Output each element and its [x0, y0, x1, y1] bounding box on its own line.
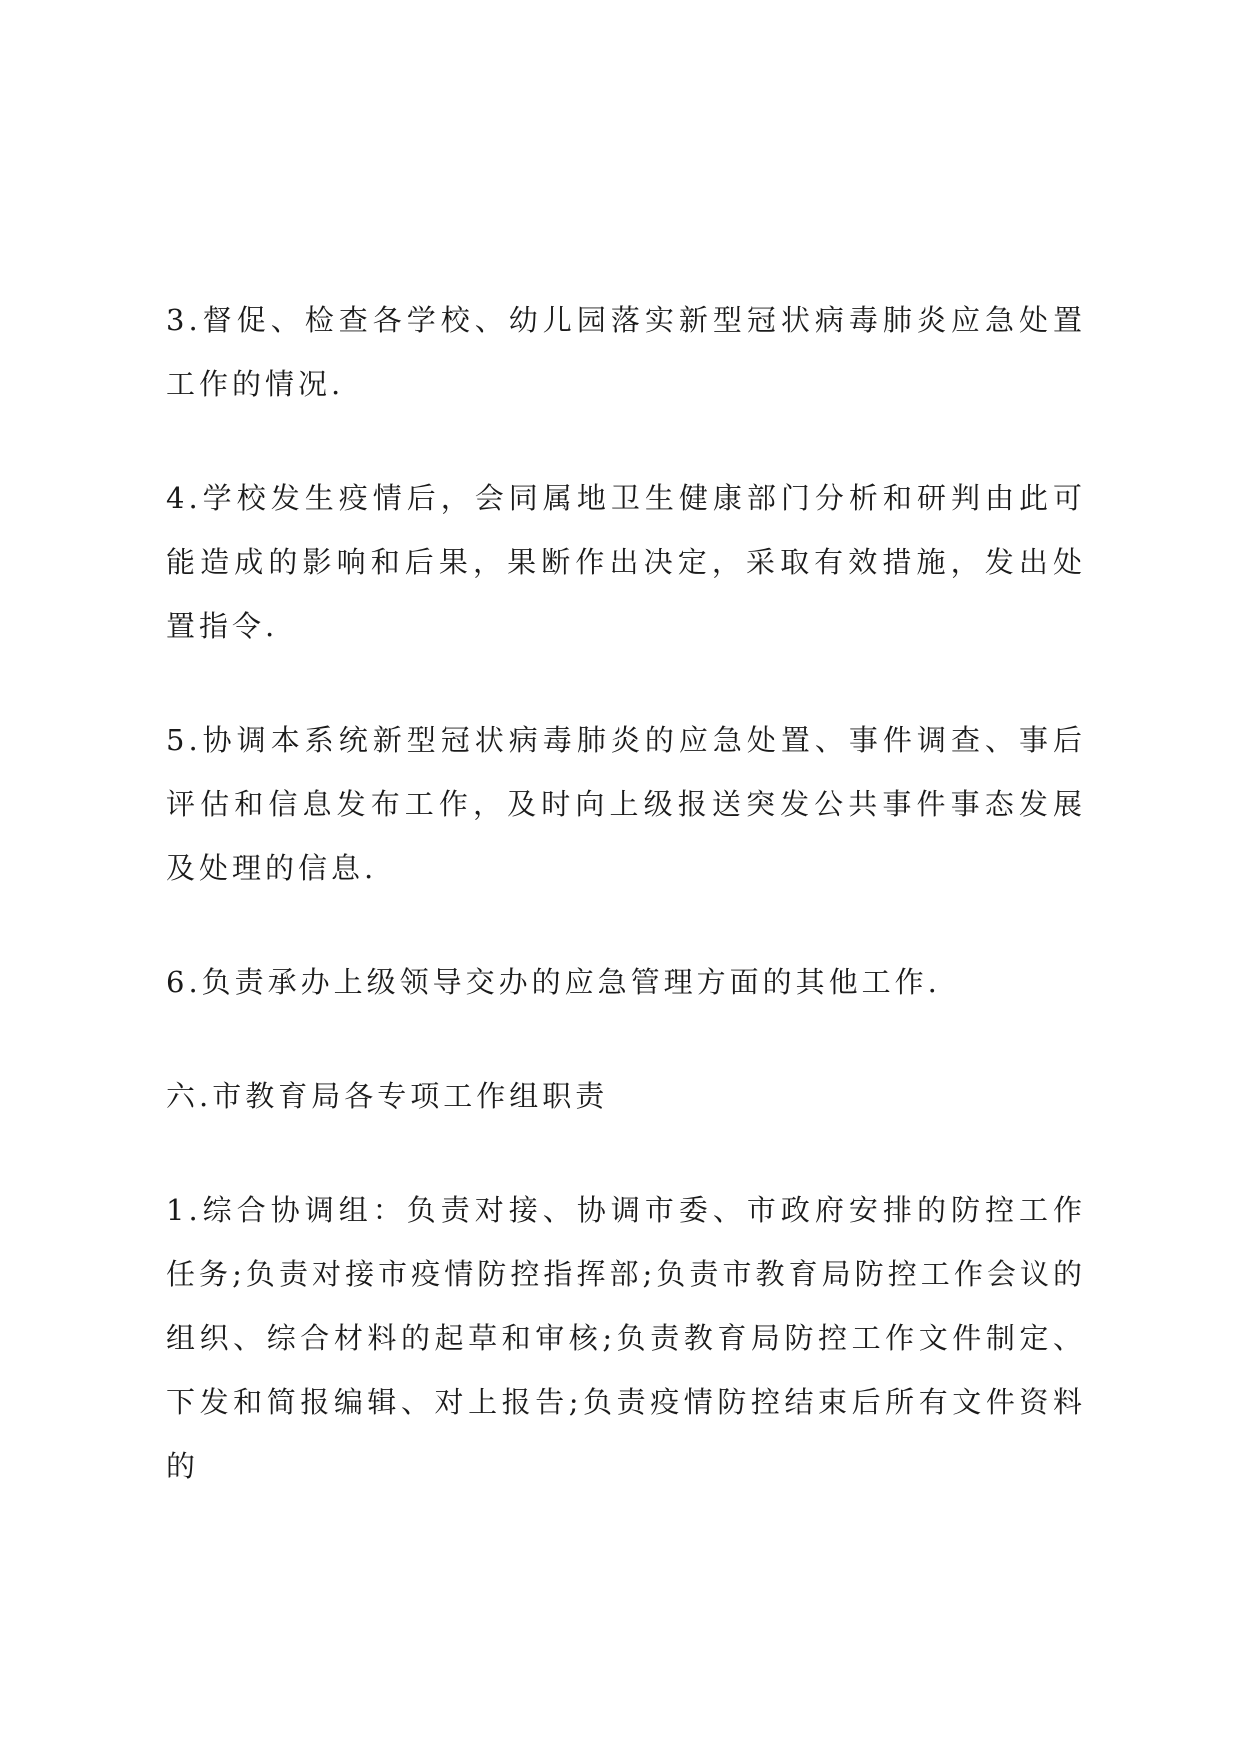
- paragraph-spacer: [166, 1014, 1086, 1064]
- paragraph-item-6: 6.负责承办上级领导交办的应急管理方面的其他工作.: [166, 965, 941, 999]
- paragraph-spacer: [166, 1128, 1086, 1178]
- paragraph-spacer: [166, 900, 1086, 950]
- paragraph-item-4: 4.学校发生疫情后，会同属地卫生健康部门分析和研判由此可能造成的影响和后果，果断作出决定，采取有效措施，发出处置指令.: [166, 481, 1086, 643]
- paragraph-item-5: 5.协调本系统新型冠状病毒肺炎的应急处置、事件调查、事后评估和信息发布工作，及时向上级报送突发公共事件事态发展及处理的信息.: [166, 723, 1086, 885]
- paragraph-spacer: [166, 416, 1086, 466]
- paragraph-item-3: 3.督促、检查各学校、幼儿园落实新型冠状病毒肺炎应急处置工作的情况.: [166, 303, 1086, 401]
- section-heading-six: 六.市教育局各专项工作组职责: [166, 1079, 609, 1113]
- paragraph-spacer: [166, 658, 1086, 708]
- paragraph-coordination-group: 1.综合协调组：负责对接、协调市委、市政府安排的防控工作任务;负责对接市疫情防控指挥部;负责市教育局防控工作会议的组织、综合材料的起草和审核;负责教育局防控工作文件制定、下发和简报编辑、对上报告;负责疫情防控结束后所有文件资料的: [166, 1193, 1086, 1483]
- document-body: [166, 288, 1086, 1498]
